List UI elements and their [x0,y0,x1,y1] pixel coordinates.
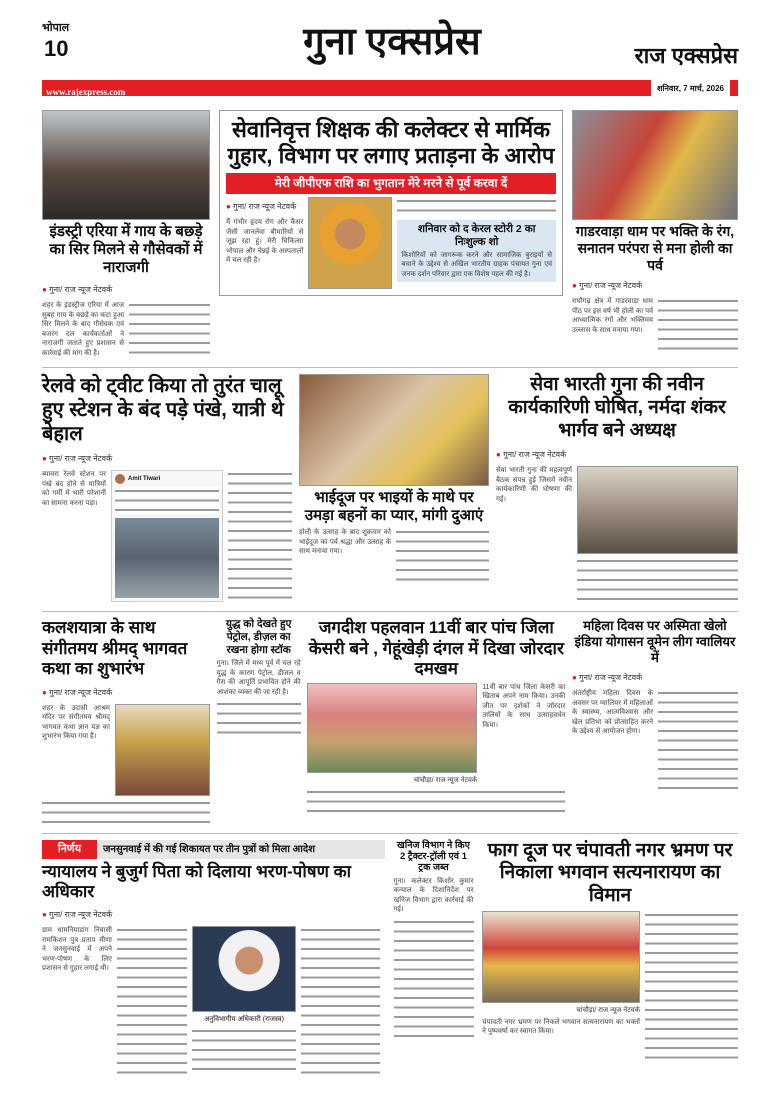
court-body: ग्राम धामनियाडांग निवासी रामकिशन पुत्र प्रताप मीणा ने जनसुनवाई में अपने भरण-पोषण के लिए प्रशासन से गुहार लगाई थी। [42,927,112,973]
red-bar-end [730,80,738,96]
kalash-body: शहर के उदासी आश्रम मंदिर पर संगीतमय श्रीमद् भागवत कथा ज्ञान यज्ञ का शुभारंभ किया गया है। [42,704,110,741]
row-2 [42,367,738,605]
petrol-article [217,618,301,740]
sevabharti-body: सेवा भारती गुना की महत्वपूर्ण बैठक संपन्न हुई जिसमें नवीन कार्यकारिणी की घोषणा की गई। [496,467,572,503]
row-1 [42,104,738,361]
mining-body-cont [394,918,474,1038]
kerala-box [397,220,556,282]
kalash-article [42,618,210,826]
bhaidooj-headline[interactable]: भाईदूज पर भाइयों के माथे पर उमड़ा बहनों का प्यार, मांगी दुआएं [304,489,484,524]
teacher-strap: मेरी जीपीएफ राशि का भुगतान मेरे मरने से पूर्व करवा दें [226,173,556,195]
railway-body-cont [228,470,292,600]
faag-body: चंपावती नगर भ्रमण पर निकले भगवान सत्यनारायण का भक्तों ने पुष्पवर्षा कर स्वागत किया। [482,1018,640,1036]
holi-headline[interactable]: गाडरवाड़ा धाम पर भक्ति के रंग, सनातन परंपरा से मना होली का पर्व [575,223,735,273]
bhaidooj-photo [299,374,489,486]
byline: ● गुना/ राज न्यूज नेटवर्क [42,909,385,920]
railway-body: ब्यावरा रेलवे स्टेशन पर पंखे बंद होने से यात्रियों को गर्मी में भारी परेशानी का सामना करना पड़ा। [42,471,106,507]
page-number: 10 [44,36,69,61]
dangal-body: 11वीं बार पांच जिला केसरी का खिताब अपने नाम किया। उनकी जीत पर दर्शकों ने जोरदार तालियों के साथ उत्साहवर्धन किया। [482,683,566,729]
teacher-headline[interactable]: सेवानिवृत्त शिक्षक की कलेक्टर से मार्मिक गुहार, विभाग पर लगाए प्रताड़ना के आरोप [227,117,555,169]
faag-headline[interactable]: फाग दूज पर चंपावती नगर भ्रमण पर निकाला भगवान सत्यनारायण का विमान [487,839,733,907]
railway-headline[interactable]: रेलवे को ट्वीट किया तो तुरंत चालू हुए स्टेशन के बंद पड़े पंखे, यात्री थे बेहाल [42,375,284,445]
cow-headline[interactable]: इंडस्ट्री एरिया में गाय के बछड़े का सिर मिलने से गौसेवकों में नाराजगी [49,223,203,276]
dangal-photo-credit: चांचौड़ा/ राज न्यूज नेटवर्क [413,776,478,784]
petrol-body: गुना। जिले में मध्य पूर्व में चल रहे युद्ध के कारण पेट्रोल, डीजल व गैस की आपूर्ति प्रभावित होने की आशंका व्यक्त की जा रही है। [216,660,301,696]
court-body-cont3 [301,926,380,1076]
byline: ● गुना/ राज न्यूज नेटवर्क [42,284,210,295]
holi-article [572,110,738,357]
byline: ● गुना/ राज न्यूज नेटवर्क [42,687,210,698]
teacher-photo [308,197,392,289]
city-label: भोपाल [42,22,70,34]
court-headline[interactable]: न्यायालय ने बुजुर्ग पिता को दिलाया भरण-पोषण का अधिकार [42,861,352,901]
court-body-cont2 [192,1027,296,1077]
yoga-body: अंतर्राष्ट्रीय महिला दिवस के अवसर पर ग्वालियर में महिलाओं के स्वास्थ्य, आत्मविश्वास और खेल प्रतिभा को प्रोत्साहित करने के उद्देश्य से आयोजन होगा। [571,690,653,736]
kalash-photo [115,704,210,796]
cow-body-cont [129,301,210,361]
bhaidooj-body: होली के उत्साह के बाद शुक्रवार को भाईदूज का पर्व श्रद्धा और उत्साह के साथ मनाया गया। [299,529,391,555]
petrol-body-cont [217,700,301,740]
cow-photo [42,110,210,220]
byline: ● गुना/ राज न्यूज नेटवर्क [496,449,738,460]
faag-photo-credit: चांचौड़ा/ राज न्यूज नेटवर्क [576,1006,640,1014]
byline: ● गुना/ राज न्यूज नेटवर्क [42,453,292,464]
red-bar-row [42,80,738,96]
dangal-article [307,618,565,815]
sevabharti-headline[interactable]: सेवा भारती गुना की नवीन कार्यकारिणी घोषित, नर्मदा शंकर भार्गव बने अध्यक्ष [508,374,726,441]
officer-photo [192,926,296,1012]
teacher-body: मैं गंभीर हृदय रोग और कैंसर जैसी जानलेवा बीमारियों से जूझ रहा हूं। मेरी चिकित्सा भोपाल और चेन्नई के अस्पतालों में चल रही है। [226,219,304,265]
dangal-photo [307,683,477,773]
railway-article [42,374,292,602]
mining-article [394,840,474,1038]
officer-caption: अनुविभागीय अधिकारी (राजस्व) [204,1016,284,1024]
court-kicker: जनसुनवाई में की गई शिकायत पर तीन पुत्रों को मिला आदेश [103,843,316,855]
bhaidooj-body-cont [396,528,489,588]
red-bar [42,80,651,96]
sevabharti-article [496,374,738,605]
row-4 [42,833,738,1078]
bhaidooj-article [299,374,489,588]
row-3 [42,611,738,826]
kerala-body: किशोरियों को जागरूक करने और सामाजिक बुराइयों से बचाने के उद्देश्य से अखिल भारतीय ग्राहक पंचायत गुना एवं जनक दर्शन परिवार द्वारा एक विशेष पहल की गई है। [401,251,552,278]
station-photo [115,518,219,598]
mining-headline[interactable]: खनिज विभाग ने किए 2 ट्रैक्टर-ट्रॉली एवं 1 ट्रक जब्त [397,839,470,874]
byline: ● गुना/ राज न्यूज नेटवर्क [226,201,303,212]
tweet-screenshot [111,470,223,602]
cow-article [42,110,210,361]
sevabharti-photo [577,466,738,554]
yoga-article [572,618,738,789]
holi-photo [572,110,738,220]
faag-body-cont [645,911,738,1061]
edition-title: गुना एक्सप्रेस [303,21,481,63]
teacher-box [219,110,563,296]
website-url[interactable]: www.rajexpress.com [46,87,126,97]
court-kicker-bar [42,840,385,859]
court-tag: निर्णय [42,840,97,859]
yoga-headline[interactable]: महिला दिवस पर अस्मिता खेलो इंडिया योगासन वूमेन लीग ग्वालियर में [574,618,736,665]
court-article [42,840,385,1078]
avatar [115,474,125,484]
dangal-headline[interactable]: जगदीश पहलवान 11वीं बार पांच जिला केसरी बने , गेहूंखेड़ी दंगल में दिखा जोरदार दमखम [308,618,564,679]
date: शनिवार, 7 मार्च, 2026 [656,83,724,93]
yoga-body-cont [658,689,738,789]
petrol-headline[interactable]: युद्ध को देखते हुए पेट्रोल, डीज़ल का रखना होगा स्टॉक [225,618,292,656]
faag-photo [482,911,640,1003]
tweet-text [115,487,219,515]
teacher-body-cont [397,197,556,217]
cow-body: शहर के इंडस्ट्रीज एरिया में आज सुबह गाय के बछड़े का कटा हुआ सिर मिलने के बाद गौसेवक एवं बजरंग दल कार्यकर्ताओं ने नाराजगी जताते हुए प्रशासन से कार्रवाई की मांग की है। [42,302,124,357]
byline: ● गुना/ राज न्यूज नेटवर्क [572,280,738,291]
faag-article [482,840,738,1061]
byline: ● गुना/ राज न्यूज नेटवर्क [572,672,738,683]
kalash-body-cont [42,799,210,827]
masthead [42,0,738,78]
sevabharti-body-cont [577,557,738,605]
holi-body-cont [658,297,738,357]
mining-body: गुना। कलेक्टर किशोर कुमार कन्याल के दिशानिर्देश पर खनिज विभाग द्वारा कार्रवाई की गई। [393,877,474,914]
tweet-user: Amit Tiwari [128,476,161,482]
brand-logo: राज एक्सप्रेस [634,43,738,68]
court-body-cont [117,926,187,1076]
kalash-headline[interactable]: कलशयात्रा के साथ संगीतमय श्रीमद् भागवत कथा का शुभारंभ [42,618,188,679]
dangal-body-cont [307,788,565,816]
holi-body: राघौगढ़ क्षेत्र में गाडरवाड़ा धाम पीठ पर इस वर्ष भी होली का पर्व आध्यात्मिक रंगों और भक्तिमय उल्लास के साथ मनाया गया। [572,298,653,334]
kerala-headline[interactable]: शनिवार को द केरल स्टोरी 2 का निःशुल्क शो [417,223,536,248]
